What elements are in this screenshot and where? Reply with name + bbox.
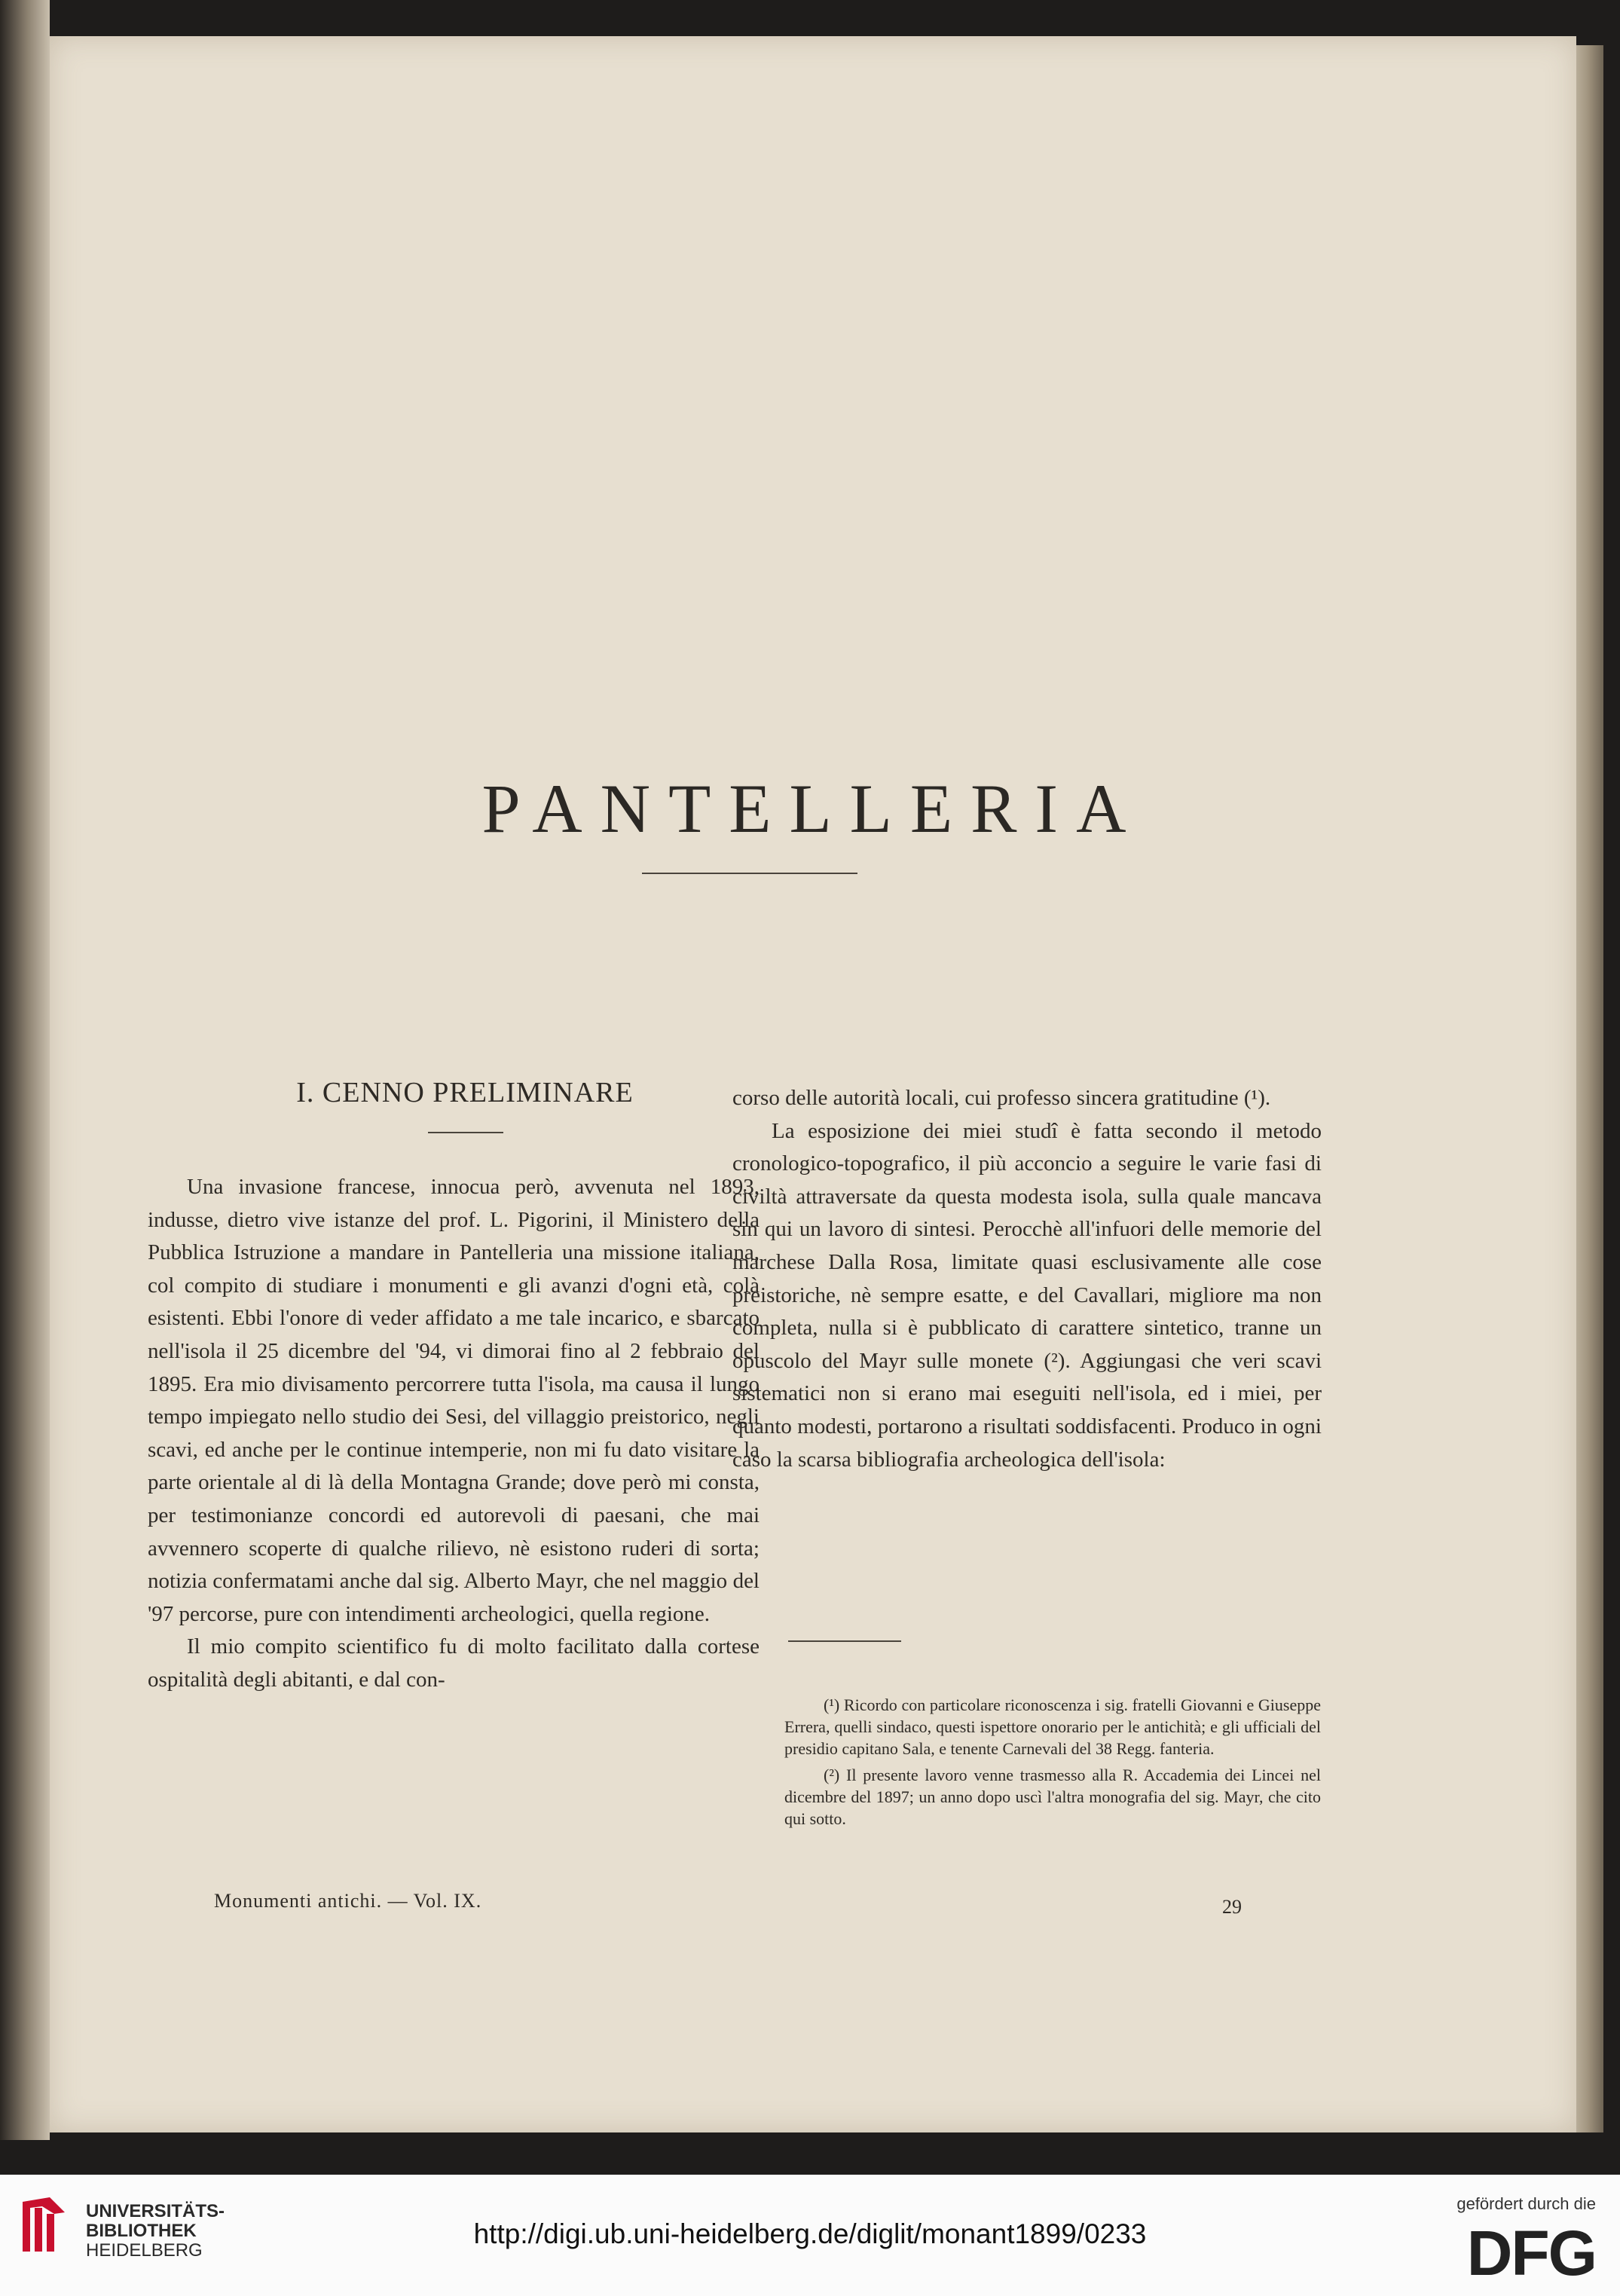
page-edges <box>1576 45 1603 2132</box>
right-column <box>732 1082 1322 1476</box>
footnote-rule <box>788 1640 901 1642</box>
viewer-footer-bar <box>0 2175 1620 2296</box>
paragraph: La esposizione dei miei studî è fatta secondo il metodo cronologico-topografico, il più acconcio a seguire le varie fasi di civiltà attraversate da questa modesta isola, sulla quale mancava sin qui un lavoro di sintesi. Perocchè all'infuori delle memorie del marchese Dalla Rosa, limitate quasi esclusivamente alle cose preistoriche, nè sempre esatte, e del Cavallari, migliore ma non completa, nulla si è pubblicato di carattere sintetico, tranne un opuscolo del Mayr sulle monete (²). Aggiungasi che veri scavi sistematici non si erano mai eseguiti nell'isola, ed i miei, per quanto modesti, portarono a risultati soddisfacenti. Produco in ogni caso la scarsa bibliografia archeologica dell'isola: <box>732 1118 1322 1472</box>
running-footer: Monumenti antichi. — Vol. IX. <box>214 1890 482 1912</box>
section-heading-rule <box>428 1132 503 1133</box>
page-title: PANTELLERIA <box>481 770 1145 847</box>
left-column <box>148 1076 760 1697</box>
paragraph: corso delle autorità locali, cui professo sincera gratitudine (¹). <box>732 1086 1271 1110</box>
paragraph: Il mio compito scientifico fu di molto facilitato dalla cortese ospitalità degli abitanti, e dal con- <box>148 1634 760 1692</box>
sponsor-caption: gefördert durch die <box>1456 2194 1596 2213</box>
section-heading: I. CENNO PRELIMINARE <box>296 1077 634 1108</box>
paragraph: Una invasione francese, innocua però, avvenuta nel 1893, indusse, dietro vive istanze del prof. L. Pigorini, il Ministero della Pubblica Istruzione a mandare in Pantelleria una missione italiana, col compito di studiare i monumenti e gli avanzi d'ogni età, colà esistenti. Ebbi l'onore di veder affidato a me tale incarico, e sbarcato nell'isola il 25 dicembre del '94, vi dimorai fino al 2 febbraio del 1895. Era mio divisamento percorrere tutta l'isola, ma causa il lungo tempo impiegato nello studio dei Sesi, del villaggio preistorico, negli scavi, ed anche per le continue intemperie, non mi fu dato visitare la parte orientale al di là della Montagna Grande; dove però mi consta, per testimonianze concordi ed autorevoli di paesani, che mai avvennero scoperte di qualche rilievo, nè esistono ruderi di sorta; notizia confermatami anche dal sig. Alberto Mayr, che nel maggio del '97 percorse, pure con intendimenti archeologici, quella regione. <box>148 1175 760 1626</box>
book-gutter-shadow <box>0 0 50 2140</box>
footnote: (²) Il presente lavoro venne trasmesso alla R. Accademia dei Lincei nel dicembre del 1897; un anno dopo uscì l'altra monografia del sig. Mayr, che cito qui sotto. <box>784 1766 1321 1828</box>
logo-line: UNIVERSITÄTS- <box>86 2201 225 2221</box>
page-number: 29 <box>1222 1896 1242 1918</box>
footnote: (¹) Ricordo con particolare riconoscenza i sig. fratelli Giovanni e Giuseppe Errera, quelli sindaco, questi ispettore onorario per le antichità; e gli ufficiali del presidio capitano Sala, e tenente Carnevali del 38 Regg. fanteria. <box>784 1695 1321 1758</box>
dfg-logo: DFG <box>1466 2218 1596 2288</box>
title-rule <box>642 873 857 874</box>
logo-line: HEIDELBERG <box>86 2240 203 2261</box>
logo-line: BIBLIOTHEK <box>86 2221 197 2241</box>
scanned-page <box>50 36 1576 2132</box>
footnotes <box>784 1694 1321 1834</box>
permalink-url[interactable]: http://digi.ub.uni-heidelberg.de/diglit/monant1899/0233 <box>473 2218 1147 2249</box>
